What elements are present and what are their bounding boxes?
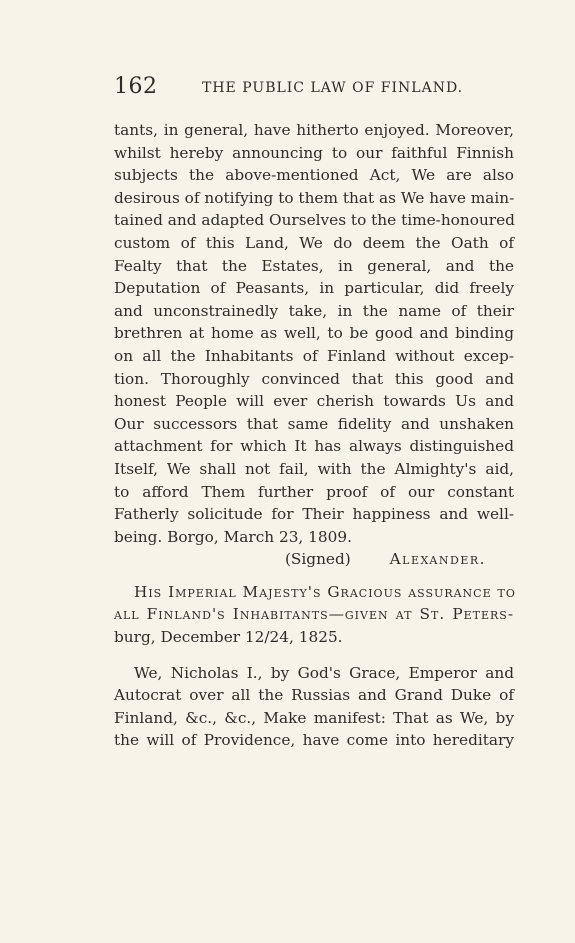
text-line: Autocrat over all the Russias and Grand Duke of	[114, 686, 514, 705]
text-line: the will of Providence, have come into hereditary	[114, 731, 514, 750]
text-line: Fealty that the Estates, in general, and the	[114, 256, 514, 275]
text-line: custom of this Land, We do deem the Oath of	[114, 233, 514, 252]
text-line: attachment for which It has always distinguished	[114, 437, 514, 456]
text-line: being. Borgo, March 23, 1809.	[114, 527, 352, 546]
page-number: 162	[114, 74, 158, 99]
signatory-name: Alexander.	[389, 550, 486, 569]
text-line: tion. Thoroughly convinced that this good and	[114, 369, 514, 388]
paragraph-continued	[114, 119, 514, 548]
text-line: brethren at home as well, to be good and binding	[114, 324, 514, 343]
text-line: We, Nicholas I., by God's Grace, Emperor and	[134, 663, 514, 682]
spacer	[114, 649, 514, 662]
signature-line	[114, 548, 514, 571]
paragraph	[114, 662, 514, 752]
running-title: THE PUBLIC LAW OF FINLAND.	[202, 80, 464, 96]
body-text	[114, 119, 514, 752]
text-line: and unconstrainedly take, in the name of their	[114, 301, 514, 320]
text-line: to afford Them further proof of our constant	[114, 482, 514, 501]
signed-label: (Signed)	[284, 550, 351, 569]
text-line: on all the Inhabitants of Finland without excep-	[114, 346, 514, 365]
text-line: honest People will ever cherish towards Us and	[114, 392, 514, 411]
text-line: desirous of notifying to them that as We have main-	[114, 188, 515, 207]
spacer	[114, 571, 514, 581]
heading-line: His Imperial Majesty's Gracious assurance to	[134, 582, 516, 601]
text-line: subjects the above-mentioned Act, We are also	[114, 166, 514, 185]
text-line: Fatherly solicitude for Their happiness and well-	[114, 505, 514, 524]
text-line: Our successors that same fidelity and unshaken	[114, 414, 514, 433]
text-line: whilst hereby announcing to our faithful Finnish	[114, 143, 514, 162]
text-line: tained and adapted Ourselves to the time-honoured	[114, 211, 515, 230]
text-line: Finland, &c., &c., Make manifest: That as We, by	[114, 708, 514, 727]
page-header	[114, 74, 494, 100]
text-line: Deputation of Peasants, in particular, did freely	[114, 279, 514, 298]
text-line: Itself, We shall not fail, with the Almighty's aid,	[114, 459, 514, 478]
section-heading	[114, 581, 514, 649]
heading-line: all Finland's Inhabitants—given at St. Peters-	[114, 605, 514, 624]
text-line: tants, in general, have hitherto enjoyed. Moreover,	[114, 121, 514, 139]
heading-line: burg, December 12/24, 1825.	[114, 628, 343, 647]
